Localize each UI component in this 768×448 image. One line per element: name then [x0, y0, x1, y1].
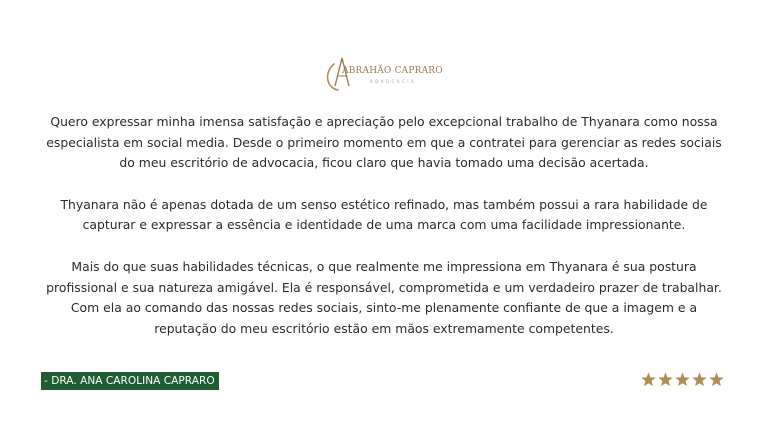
- testimonial-paragraph-2: Thyanara não é apenas dotada de um senso estético refinado, mas também possui a rara habilidade de capturar e expressar a essência e identidade de uma marca com uma facilidade impressionante.: [60, 196, 708, 233]
- star-icon: [708, 371, 725, 388]
- brand-name: ABRAHÃO CAPRARO: [342, 66, 443, 76]
- brand-logo: [322, 52, 448, 94]
- star-icon: [657, 371, 674, 388]
- star-icon: [691, 371, 708, 388]
- testimonial-paragraph-1: Quero expressar minha imensa satisfação e apreciação pelo excepcional trabalho de Thyanara como nossa especialista em social media. Desde o primeiro momento em que a contratei para gerenciar as redes sociais do meu escritório de advocacia, ficou claro que havia tomado uma decisão acertada.: [46, 114, 722, 171]
- star-icon: [640, 371, 657, 388]
- testimonial-text: [40, 112, 728, 360]
- star-icon: [674, 371, 691, 388]
- brand-subtitle: ADVOCACIA: [370, 79, 417, 84]
- author-badge: - DRA. ANA CAROLINA CAPRARO: [41, 372, 219, 390]
- rating-stars: [640, 371, 725, 388]
- testimonial-paragraph-3: Mais do que suas habilidades técnicas, o que realmente me impressiona em Thyanara é sua postura profissional e sua natureza amigável. Ela é responsável, comprometida e um verdadeiro prazer de trabalhar. Com ela ao comando das nossas redes sociais, sinto-me plenamente confiante de que a imagem e a reputação do meu escritório estão em mãos extremamente competentes.: [46, 258, 722, 336]
